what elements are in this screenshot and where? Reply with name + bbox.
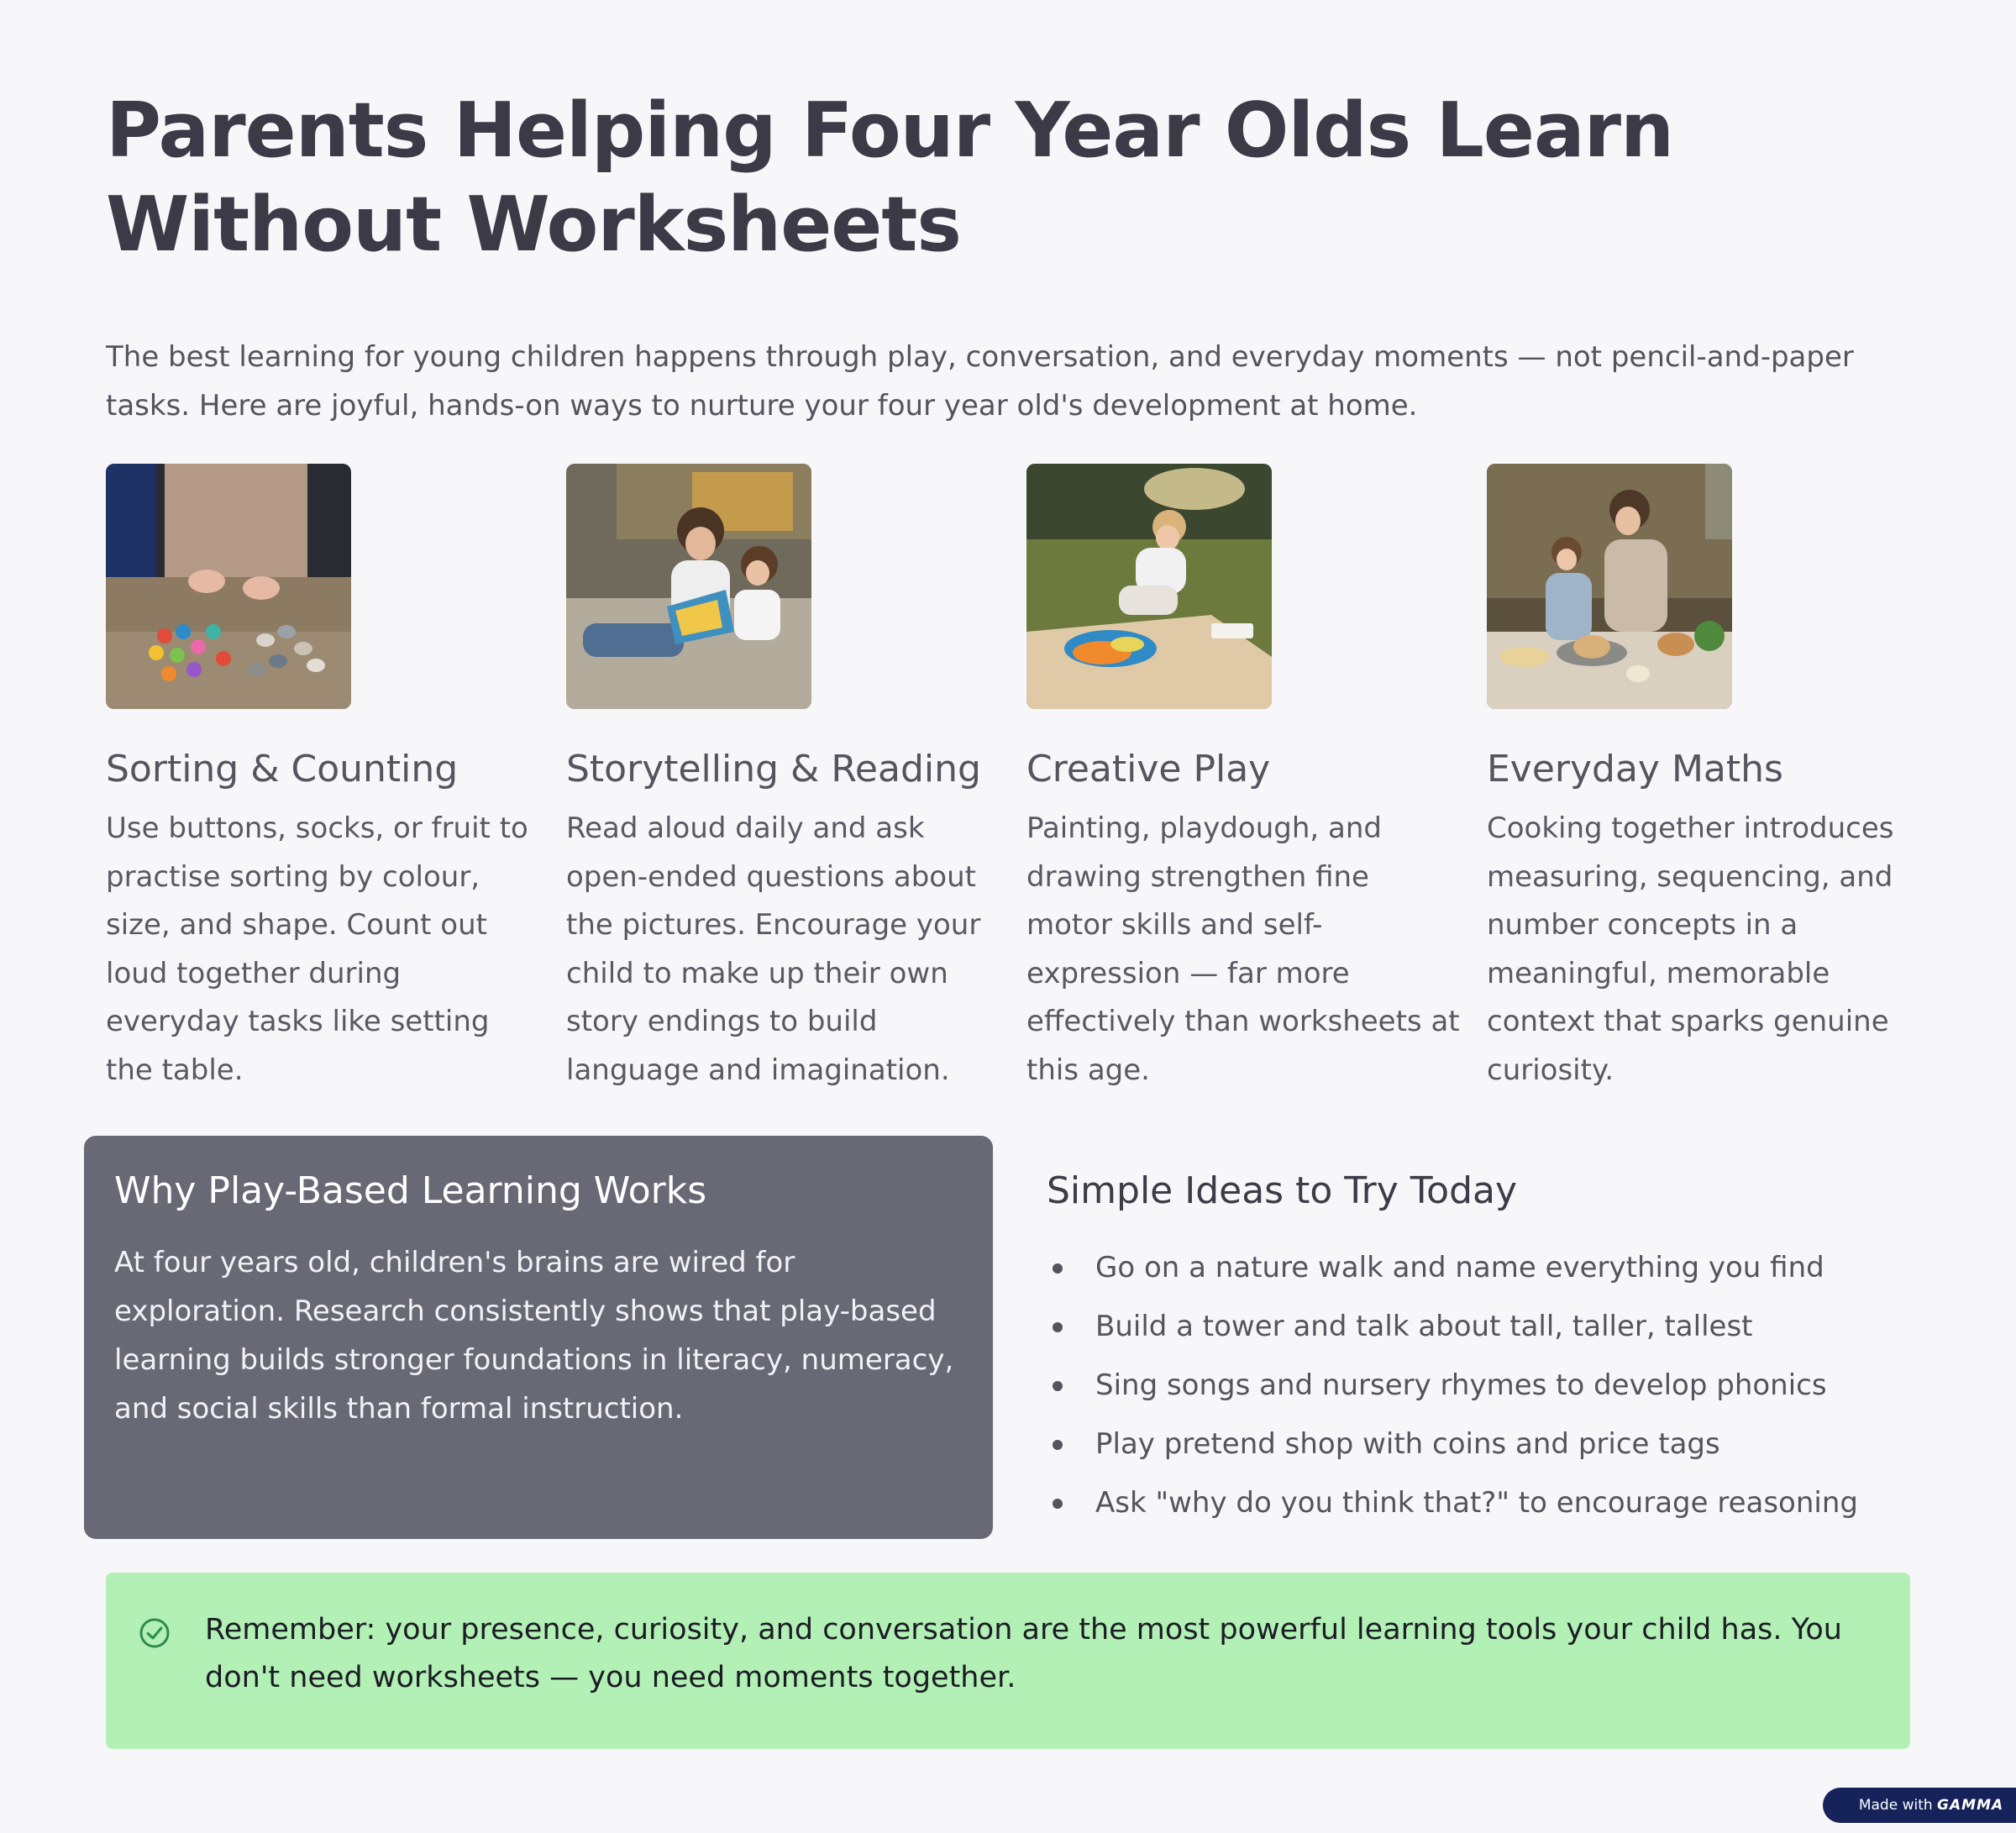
bullet-icon bbox=[1053, 1322, 1063, 1332]
badge-brand: GAMMA bbox=[1937, 1797, 2004, 1814]
card-title: Creative Play bbox=[1026, 748, 1271, 790]
ideas-section bbox=[1047, 1166, 1929, 1532]
list-item-text: Play pretend shop with coins and price tags bbox=[1095, 1427, 1720, 1461]
reminder-callout bbox=[106, 1573, 1910, 1749]
bullet-icon bbox=[1053, 1263, 1063, 1274]
card-creative-play bbox=[1026, 464, 1463, 1095]
made-with-gamma-badge[interactable] bbox=[1823, 1788, 2016, 1823]
card-title: Everyday Maths bbox=[1487, 748, 1783, 790]
badge-prefix: Made with bbox=[1858, 1797, 1933, 1814]
why-panel bbox=[84, 1136, 993, 1539]
list-item-text: Go on a nature walk and name everything you find bbox=[1095, 1251, 1824, 1284]
card-text: Use buttons, socks, or fruit to practise sorting by colour, size, and shape. Count out loud together during everyday tasks like setting the table. bbox=[106, 811, 528, 1087]
bullet-icon bbox=[1053, 1381, 1063, 1391]
ideas-title: Simple Ideas to Try Today bbox=[1047, 1169, 1518, 1212]
intro-paragraph: The best learning for young children happens through play, conversation, and everyday moments — not pencil-and-paper tasks. Here are joyful, hands-on ways to nurture your four year old's development at home. bbox=[106, 340, 1854, 423]
bullet-icon bbox=[1053, 1440, 1063, 1450]
why-text: At four years old, children's brains are wired for exploration. Research consistently shows that play-based learning builds stronger foundations in literacy, numeracy, and social skills than formal instruction. bbox=[114, 1246, 954, 1426]
list-item-text: Build a tower and talk about tall, taller, tallest bbox=[1095, 1310, 1753, 1343]
reading-photo bbox=[566, 464, 811, 709]
list-item-text: Sing songs and nursery rhymes to develop phonics bbox=[1095, 1368, 1827, 1402]
list-item bbox=[1047, 1356, 1929, 1415]
card-storytelling-reading bbox=[566, 464, 1003, 1095]
list-item bbox=[1047, 1238, 1929, 1297]
card-title: Sorting & Counting bbox=[106, 748, 459, 790]
why-title: Why Play-Based Learning Works bbox=[114, 1169, 707, 1212]
painting-photo bbox=[1026, 464, 1272, 709]
sorting-photo bbox=[106, 464, 351, 709]
list-item-text: Ask "why do you think that?" to encourage reasoning bbox=[1095, 1486, 1858, 1520]
check-circle-icon bbox=[138, 1616, 171, 1650]
card-text: Cooking together introduces measuring, sequencing, and number concepts in a meaningful, memorable context that sparks genuine curiosity. bbox=[1487, 811, 1894, 1087]
reminder-text: Remember: your presence, curiosity, and conversation are the most powerful learning tools your child has. You don't need worksheets — you need moments together. bbox=[205, 1613, 1842, 1694]
card-title: Storytelling & Reading bbox=[566, 748, 981, 790]
card-everyday-maths bbox=[1487, 464, 1924, 1095]
card-sorting-counting bbox=[106, 464, 543, 1095]
list-item bbox=[1047, 1415, 1929, 1473]
card-text: Read aloud daily and ask open-ended questions about the pictures. Encourage your child to make up their own story endings to build language and imagination. bbox=[566, 811, 981, 1087]
cooking-photo bbox=[1487, 464, 1732, 709]
ideas-list bbox=[1047, 1238, 1929, 1532]
bullet-icon bbox=[1053, 1499, 1063, 1509]
list-item bbox=[1047, 1473, 1929, 1532]
page-title: Parents Helping Four Year Olds Learn Without Worksheets bbox=[106, 87, 1674, 269]
card-text: Painting, playdough, and drawing strengthen fine motor skills and self-expression — far more effectively than worksheets at this age. bbox=[1026, 811, 1460, 1087]
list-item bbox=[1047, 1297, 1929, 1356]
